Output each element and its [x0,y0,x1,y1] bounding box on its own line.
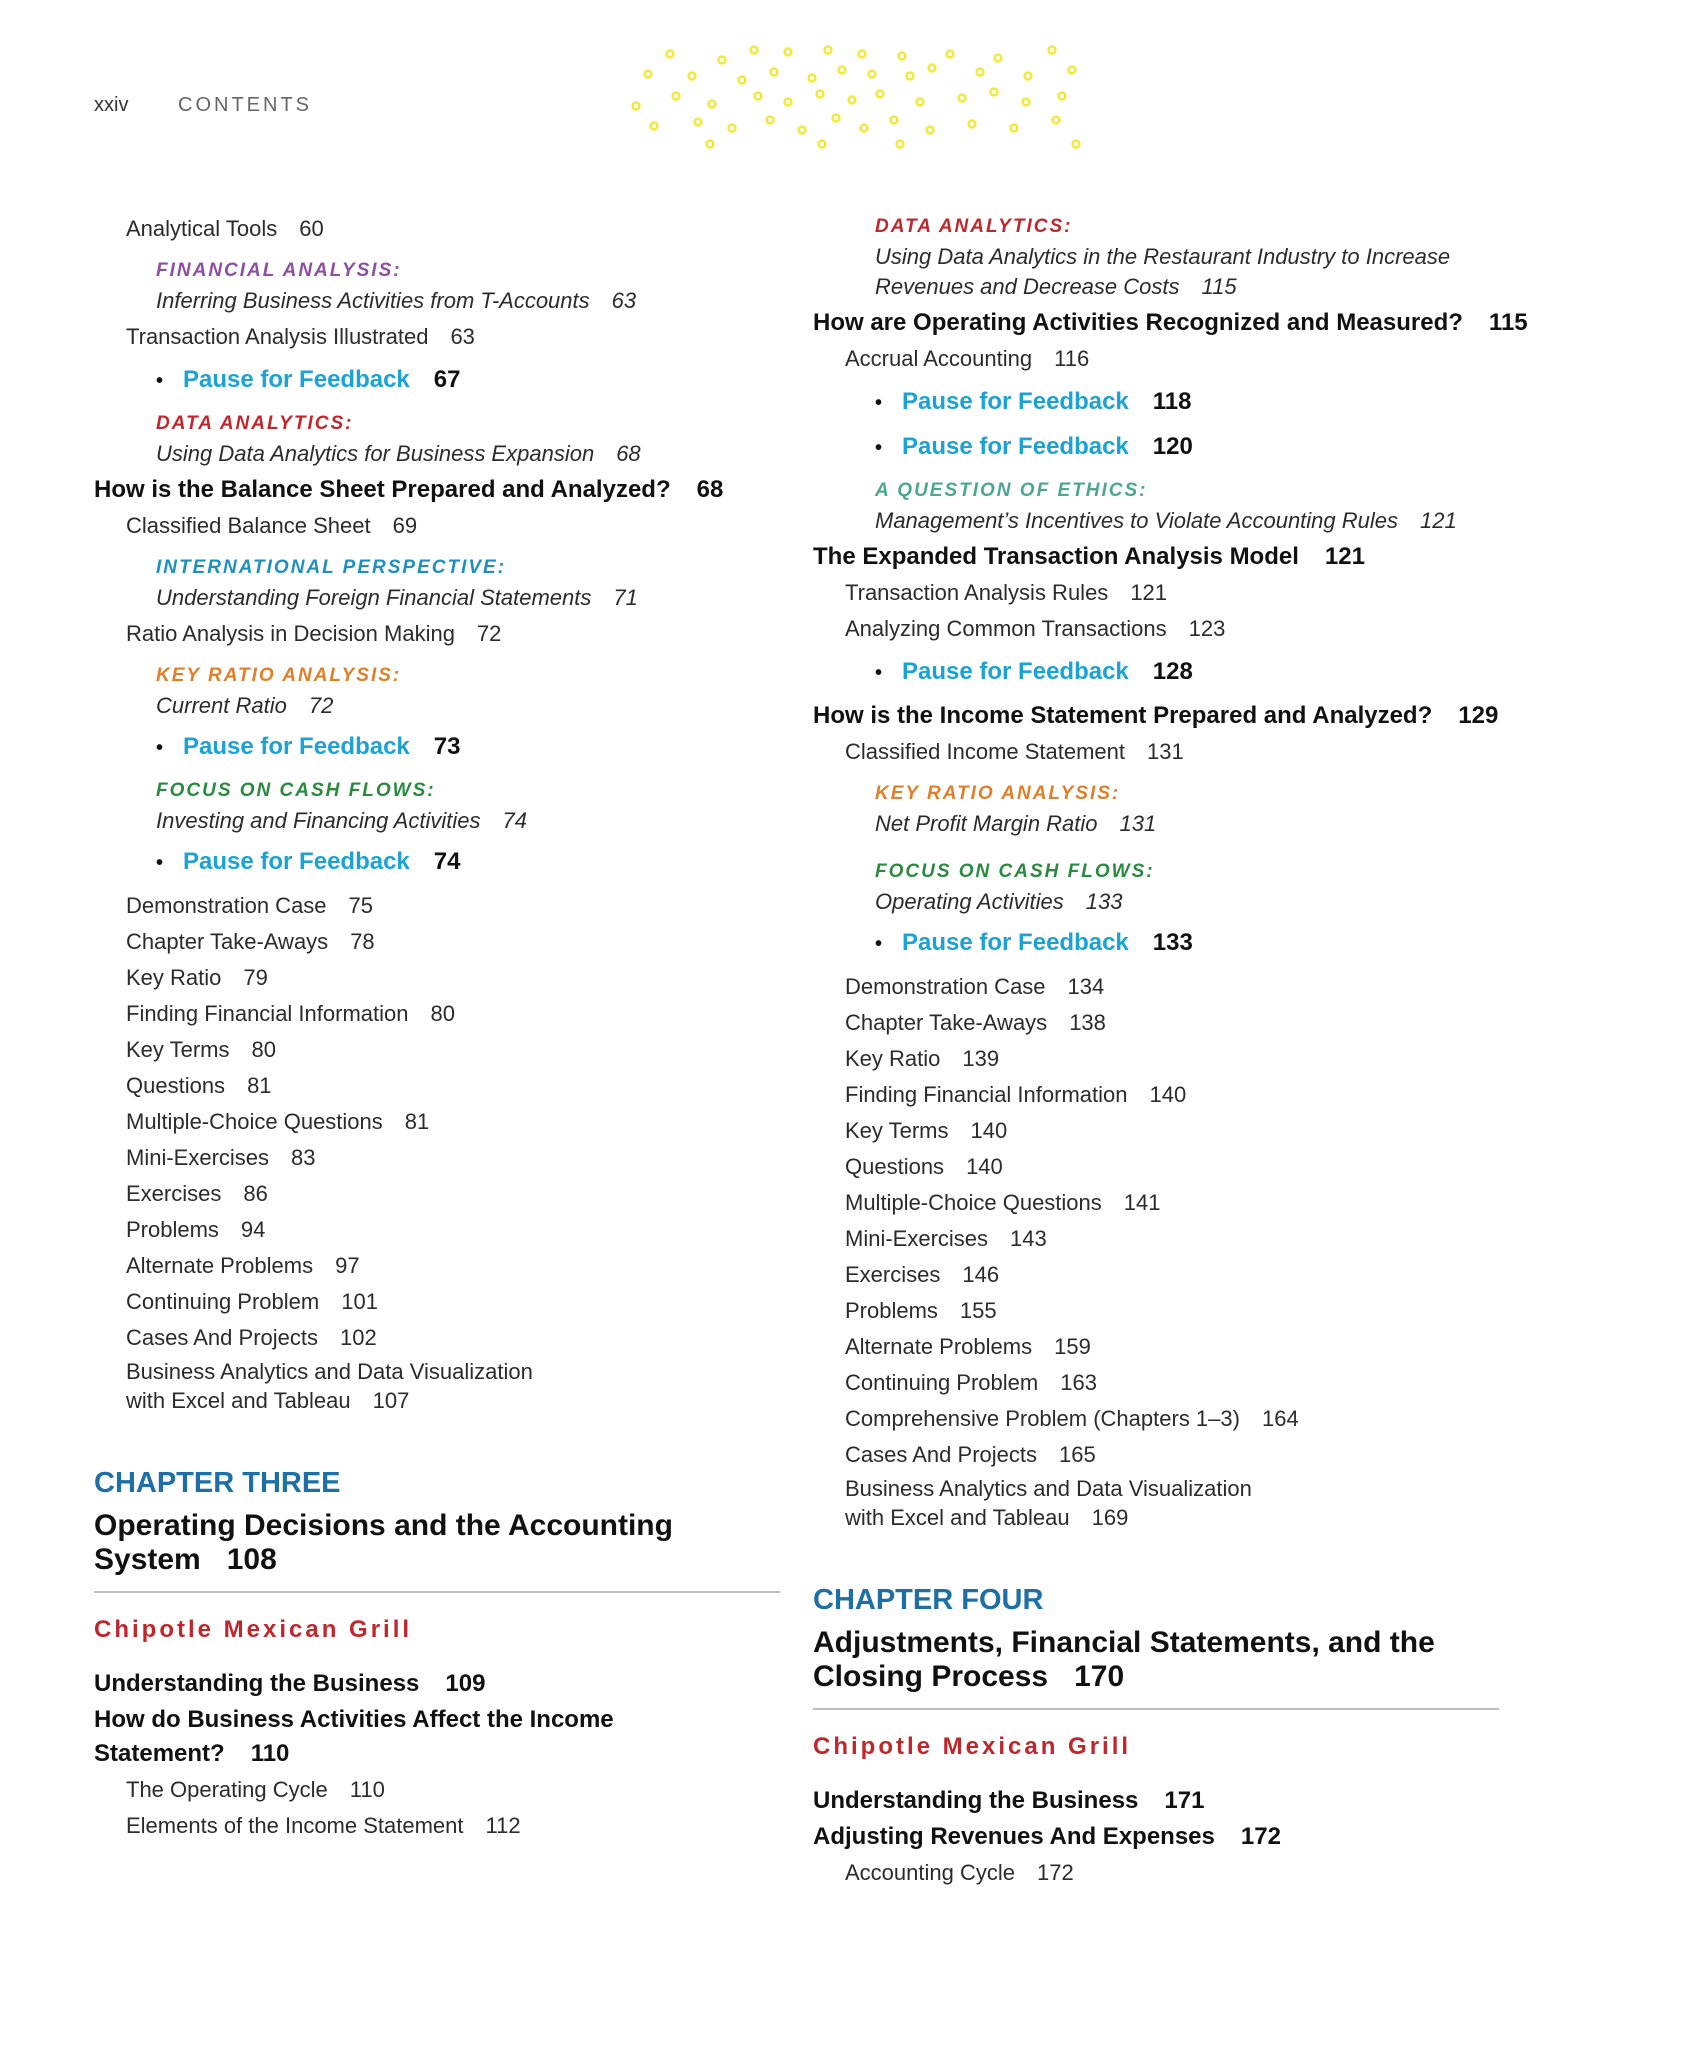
data-analytics-label: DATA ANALYTICS: [875,216,1073,237]
toc-entry[interactable]: Analytical Tools 60 [126,216,324,241]
toc-entry[interactable]: Analyzing Common Transactions 123 [845,616,1226,641]
chapter-title[interactable]: Operating Decisions and the Accounting System 108 [94,1509,673,1576]
company-name: Chipotle Mexican Grill [813,1733,1132,1760]
toc-section-heading[interactable]: How is the Balance Sheet Prepared and Analyzed? 68 [94,476,724,503]
toc-entry[interactable]: Business Analytics and Data Visualization with Excel and Tableau 169 [845,1476,1252,1530]
toc-feature-entry[interactable]: Using Data Analytics in the Restaurant Industry to Increase Revenues and Decrease Costs 115 [875,244,1451,299]
pause-for-feedback-entry[interactable]: • Pause for Feedback 128 [875,658,1193,685]
toc-entry[interactable]: Classified Income Statement 131 [845,739,1184,764]
pause-for-feedback-entry[interactable]: • Pause for Feedback 118 [875,388,1192,415]
toc-entry[interactable]: Demonstration Case 134 [845,974,1105,999]
toc-section-heading[interactable]: Understanding the Business 109 [94,1670,486,1697]
toc-entry[interactable]: Classified Balance Sheet 69 [126,513,418,538]
toc-entry[interactable]: Finding Financial Information 80 [126,1001,455,1026]
toc-right-column [813,212,1553,1892]
toc-section-heading[interactable]: How are Operating Activities Recognized and Measured? 115 [813,309,1528,336]
toc-entry[interactable]: Key Terms 80 [126,1037,276,1062]
page-number: xxiv [94,94,129,116]
chapter-label: CHAPTER FOUR [813,1584,1044,1616]
divider [94,1591,780,1593]
data-analytics-label: DATA ANALYTICS: [156,413,354,434]
toc-feature-entry[interactable]: Inferring Business Activities from T-Accounts 63 [156,288,637,313]
toc-feature-entry[interactable]: Understanding Foreign Financial Statements 71 [156,585,638,610]
toc-entry[interactable]: The Operating Cycle 110 [126,1777,385,1802]
toc-entry[interactable]: Accounting Cycle 172 [845,1860,1074,1885]
toc-left-column [94,212,834,1845]
financial-analysis-label: FINANCIAL ANALYSIS: [156,260,402,281]
international-perspective-label: INTERNATIONAL PERSPECTIVE: [156,557,507,578]
focus-on-cash-flows-label: FOCUS ON CASH FLOWS: [875,861,1155,882]
key-ratio-analysis-label: KEY RATIO ANALYSIS: [875,783,1121,804]
toc-feature-entry[interactable]: Using Data Analytics for Business Expansion 68 [156,441,641,466]
toc-entry[interactable]: Business Analytics and Data Visualization with Excel and Tableau 107 [126,1359,533,1413]
pause-for-feedback-entry[interactable]: • Pause for Feedback 74 [156,848,461,875]
toc-entry[interactable]: Multiple-Choice Questions 141 [845,1190,1161,1215]
toc-entry[interactable]: Alternate Problems 97 [126,1253,360,1278]
pause-for-feedback-entry[interactable]: • Pause for Feedback 133 [875,929,1193,956]
toc-feature-entry[interactable]: Investing and Financing Activities 74 [156,808,527,833]
toc-entry[interactable]: Questions 81 [126,1073,272,1098]
toc-section-heading[interactable]: Adjusting Revenues And Expenses 172 [813,1823,1281,1850]
toc-entry[interactable]: Continuing Problem 163 [845,1370,1097,1395]
toc-entry[interactable]: Problems 155 [845,1298,997,1323]
toc-section-heading[interactable]: How do Business Activities Affect the Income Statement? 110 [94,1706,614,1767]
toc-section-heading[interactable]: Understanding the Business 171 [813,1787,1205,1814]
pause-for-feedback-entry[interactable]: • Pause for Feedback 120 [875,433,1193,460]
toc-entry[interactable]: Alternate Problems 159 [845,1334,1091,1359]
toc-entry[interactable]: Transaction Analysis Rules 121 [845,580,1168,605]
toc-entry[interactable]: Exercises 146 [845,1262,1000,1287]
toc-entry[interactable]: Mini-Exercises 83 [126,1145,316,1170]
question-of-ethics-label: A QUESTION OF ETHICS: [875,480,1148,501]
toc-section-heading[interactable]: How is the Income Statement Prepared and Analyzed? 129 [813,702,1499,729]
toc-entry[interactable]: Key Ratio 79 [126,965,268,990]
toc-entry[interactable]: Transaction Analysis Illustrated 63 [126,324,475,349]
toc-entry[interactable]: Problems 94 [126,1217,266,1242]
key-ratio-analysis-label: KEY RATIO ANALYSIS: [156,665,402,686]
toc-entry[interactable]: Cases And Projects 102 [126,1325,377,1350]
chapter-title[interactable]: Adjustments, Financial Statements, and the Closing Process 170 [813,1626,1435,1693]
focus-on-cash-flows-label: FOCUS ON CASH FLOWS: [156,780,436,801]
toc-feature-entry[interactable]: Operating Activities 133 [875,889,1123,914]
toc-entry[interactable]: Chapter Take-Aways 138 [845,1010,1106,1035]
toc-entry[interactable]: Demonstration Case 75 [126,893,374,918]
decorative-dots [610,40,1090,150]
toc-entry[interactable]: Chapter Take-Aways 78 [126,929,375,954]
toc-entry[interactable]: Exercises 86 [126,1181,268,1206]
toc-entry[interactable]: Elements of the Income Statement 112 [126,1813,521,1838]
toc-entry[interactable]: Mini-Exercises 143 [845,1226,1047,1251]
running-head [94,94,312,117]
toc-feature-entry[interactable]: Net Profit Margin Ratio 131 [875,811,1157,836]
divider [813,1708,1499,1710]
toc-section-heading[interactable]: The Expanded Transaction Analysis Model 121 [813,543,1365,570]
toc-entry[interactable]: Ratio Analysis in Decision Making 72 [126,621,502,646]
section-label: CONTENTS [178,94,313,116]
pause-for-feedback-entry[interactable]: • Pause for Feedback 73 [156,733,461,760]
toc-entry[interactable]: Continuing Problem 101 [126,1289,378,1314]
toc-feature-entry[interactable]: Management’s Incentives to Violate Accounting Rules 121 [875,508,1457,533]
company-name: Chipotle Mexican Grill [94,1616,413,1643]
toc-entry[interactable]: Finding Financial Information 140 [845,1082,1187,1107]
toc-entry[interactable]: Questions 140 [845,1154,1003,1179]
toc-entry[interactable]: Multiple-Choice Questions 81 [126,1109,430,1134]
chapter-label: CHAPTER THREE [94,1467,341,1499]
toc-entry[interactable]: Key Ratio 139 [845,1046,1000,1071]
toc-entry[interactable]: Comprehensive Problem (Chapters 1–3) 164 [845,1406,1299,1431]
toc-entry[interactable]: Cases And Projects 165 [845,1442,1096,1467]
toc-feature-entry[interactable]: Current Ratio 72 [156,693,334,718]
toc-entry[interactable]: Key Terms 140 [845,1118,1008,1143]
pause-for-feedback-entry[interactable]: • Pause for Feedback 67 [156,366,461,393]
toc-entry[interactable]: Accrual Accounting 116 [845,346,1090,371]
